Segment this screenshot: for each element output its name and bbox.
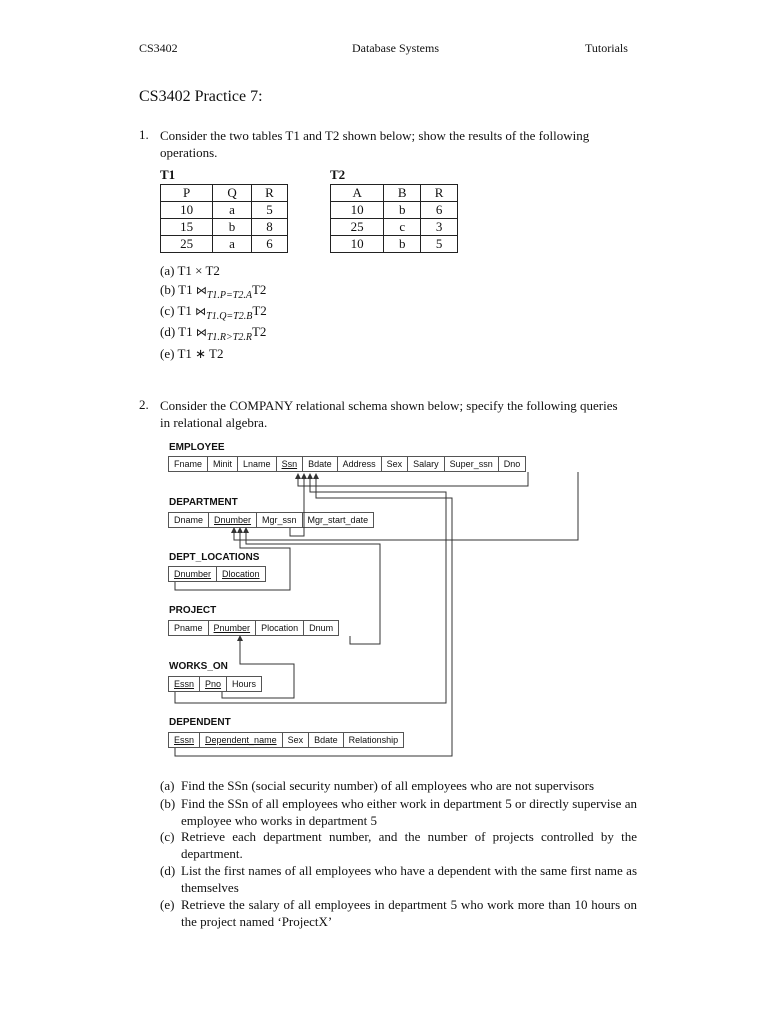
t1-col-header: Q — [213, 185, 252, 202]
t1-col-header: R — [251, 185, 287, 202]
attr-salary: Salary — [408, 457, 445, 471]
attr-dnumber: Dnumber — [209, 513, 257, 527]
join-symbol: ⋈ — [195, 285, 207, 297]
join-symbol: ⋈ — [195, 327, 207, 339]
attr-relationship: Relationship — [348, 735, 399, 745]
attr-hours: Hours — [232, 679, 257, 689]
table-cell: a — [213, 236, 252, 253]
works-on-label: WORKS_ON — [169, 661, 228, 672]
table-cell: c — [384, 219, 421, 236]
query-a — [160, 777, 637, 794]
query-b — [160, 795, 637, 829]
attr-sex: Sex — [283, 733, 310, 747]
t1-name: T1 — [160, 167, 176, 182]
table-cell: 3 — [421, 219, 458, 236]
query-text: Find the SSn of all employees who either work in department 5 or directly supervise an employee who works in department 5 — [181, 796, 637, 828]
table-cell: 5 — [251, 202, 287, 219]
department-label: DEPARTMENT — [169, 497, 238, 508]
attr-address: Address — [338, 457, 382, 471]
op-label: (c) T1 — [160, 303, 196, 318]
op-rhs: T2 — [251, 282, 267, 297]
attr-minit: Minit — [208, 457, 238, 471]
attr-pname: Pname — [169, 621, 209, 635]
query-text: Retrieve the salary of all employees in department 5 who work more than 10 hours on the project named ‘ProjectX’ — [181, 897, 637, 929]
query-label: (d) — [160, 863, 176, 878]
table-cell: 5 — [421, 236, 458, 253]
dept-locations-label: DEPT_LOCATIONS — [169, 552, 260, 563]
query-label: (c) — [160, 829, 175, 844]
join-condition: T1.Q=T2.B — [206, 311, 253, 322]
fk-dno — [234, 472, 578, 540]
op-label: (b) T1 — [160, 282, 196, 297]
q1-number: 1. — [139, 127, 149, 142]
attr-pnumber: Pnumber — [209, 621, 257, 635]
header-section: Tutorials — [585, 41, 628, 55]
table-cell: b — [384, 236, 421, 253]
query-text: Find the SSn (social security number) of all employees who are not supervisors — [181, 778, 595, 793]
header-course: CS3402 — [139, 41, 178, 55]
attr-dnum: Dnum — [309, 623, 334, 633]
attr-sex: Sex — [382, 457, 409, 471]
attr-plocation: Plocation — [256, 621, 304, 635]
t2-col-header: A — [331, 185, 384, 202]
op-e: (e) T1 ∗ T2 — [160, 346, 224, 361]
attr-fname: Fname — [169, 457, 208, 471]
query-d — [160, 862, 637, 896]
table-cell: 15 — [161, 219, 213, 236]
fk-mgr-ssn — [290, 476, 304, 536]
table-cell: b — [384, 202, 421, 219]
join-condition: T1.R>T2.R — [206, 332, 252, 343]
attr-mgr-ssn: Mgr_ssn — [257, 513, 303, 527]
op-rhs: T2 — [252, 303, 267, 318]
fk-dnum — [246, 530, 380, 644]
attr-ssn: Ssn — [277, 457, 304, 471]
header-subject: Database Systems — [352, 41, 439, 55]
attr-bdate: Bdate — [303, 457, 338, 471]
op-rhs: T2 — [251, 324, 267, 339]
page-title: CS3402 Practice 7: — [139, 88, 263, 105]
table-cell: 10 — [331, 236, 384, 253]
q2-number: 2. — [139, 397, 149, 412]
employee-label: EMPLOYEE — [169, 442, 225, 453]
table-cell: 10 — [161, 202, 213, 219]
query-label: (b) — [160, 796, 176, 811]
table-cell: 8 — [251, 219, 287, 236]
dependent-label: DEPENDENT — [169, 717, 231, 728]
table-cell: 25 — [161, 236, 213, 253]
attr-pno: Pno — [200, 677, 227, 691]
attr-dno: Dno — [503, 459, 521, 469]
fk-dependent-essn — [175, 476, 452, 756]
attr-dependent-name: Dependent_name — [200, 733, 283, 747]
join-symbol: ⋈ — [195, 306, 207, 318]
table-cell: b — [213, 219, 252, 236]
q1-text: Consider the two tables T1 and T2 shown below; show the results of the following operations. — [160, 128, 590, 160]
table-cell: 10 — [331, 202, 384, 219]
op-label: (d) T1 — [160, 324, 196, 339]
t1-col-header: P — [161, 185, 213, 202]
attr-essn: Essn — [169, 733, 200, 747]
attr-bdate: Bdate — [309, 733, 344, 747]
project-label: PROJECT — [169, 605, 217, 616]
fk-dept-locations-dnumber — [175, 530, 290, 590]
attr-dnumber: Dnumber — [169, 567, 217, 581]
fk-pno — [222, 638, 294, 698]
t2-col-header: R — [421, 185, 458, 202]
attr-mgr-start-date: Mgr_start_date — [307, 515, 369, 525]
attr-dlocation: Dlocation — [222, 569, 260, 579]
query-c — [160, 828, 637, 862]
table-cell: 6 — [421, 202, 458, 219]
op-a: (a) T1 × T2 — [160, 263, 220, 278]
join-condition: T1.P=T2.A — [206, 290, 252, 301]
table-cell: a — [213, 202, 252, 219]
t2-col-header: B — [384, 185, 421, 202]
attr-lname: Lname — [238, 457, 277, 471]
table-cell: 25 — [331, 219, 384, 236]
t2-name: T2 — [330, 167, 346, 182]
attr-dname: Dname — [169, 513, 209, 527]
attr-super-ssn: Super_ssn — [445, 457, 499, 471]
q2-text: Consider the COMPANY relational schema shown below; specify the following queries in relational algebra. — [160, 398, 618, 430]
query-label: (a) — [160, 778, 175, 793]
query-text: List the first names of all employees who have a dependent with the same first name as themselves — [181, 863, 637, 895]
query-e — [160, 896, 637, 930]
query-text: Retrieve each department number, and the number of projects controlled by the department. — [181, 829, 637, 861]
fk-super-ssn — [298, 472, 528, 486]
attr-essn: Essn — [169, 677, 200, 691]
table-cell: 6 — [251, 236, 287, 253]
query-label: (e) — [160, 897, 175, 912]
